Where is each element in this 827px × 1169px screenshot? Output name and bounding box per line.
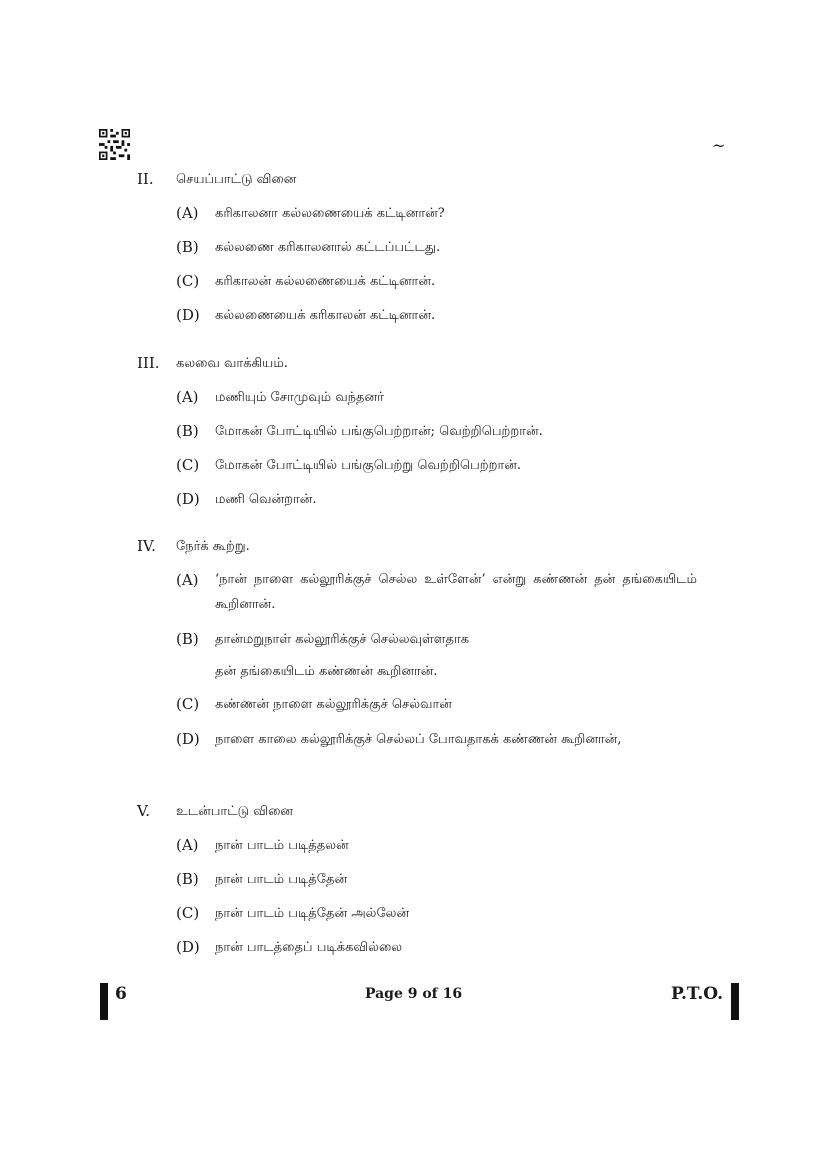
- option-label: (C): [176, 456, 200, 474]
- page-number: Page 9 of 16: [364, 986, 463, 1002]
- option-text: மோகன் போட்டியில் பங்குபெற்று வெற்றிபெற்றான்.: [215, 458, 521, 473]
- option-text: நாளை காலை கல்லூரிக்குச் செல்லப் போவதாகக் கண்ணன் கூறினான்,: [215, 732, 622, 747]
- option-text: கரிகாலனா கல்லணையைக் கட்டினான்?: [215, 206, 445, 221]
- option-text: நான் பாடம் படித்தேன் அல்லேன்: [215, 906, 410, 921]
- option-label: (D): [176, 938, 200, 956]
- option-text: கரிகாலன் கல்லணையைக் கட்டினான்.: [215, 274, 436, 289]
- option-label: (C): [176, 695, 200, 713]
- option-text: நான் பாடம் படித்தலன்: [215, 838, 349, 853]
- option-text: மணியும் சோமுவும் வந்தனர்: [215, 390, 384, 405]
- section-title: நேர்க் கூற்று.: [176, 539, 250, 554]
- option-label: (D): [176, 490, 200, 508]
- section-title: கலவை வாக்கியம்.: [176, 356, 288, 371]
- qr-code-icon: [98, 129, 131, 160]
- option-label: (B): [176, 422, 199, 440]
- section-number: III.: [137, 354, 160, 372]
- pto-label: P.T.O.: [671, 984, 723, 1004]
- option-label: (B): [176, 870, 199, 888]
- option-text: நான் பாடத்தைப் படிக்கவில்லை: [215, 940, 403, 955]
- option-text: கல்லணை கரிகாலனால் கட்டப்பட்டது.: [215, 240, 441, 255]
- option-text: மணி வென்றான்.: [215, 492, 317, 507]
- option-text: கல்லணையைக் கரிகாலன் கட்டினான்.: [215, 308, 436, 323]
- option-text: மோகன் போட்டியில் பங்குபெற்றான்; வெற்றிபெற்றான்.: [215, 424, 543, 439]
- option-label: (B): [176, 238, 199, 256]
- option-label: (D): [176, 306, 200, 324]
- option-text: நான் பாடம் படித்தேன்: [215, 872, 348, 887]
- option-text: ‘நான் நாளை கல்லூரிக்குச் செல்ல உள்ளேன்’ என்று கண்ணன் தன் தங்கையிடம் கூறினான்.: [215, 572, 697, 612]
- option-text: கண்ணன் நாளை கல்லூரிக்குச் செல்வான்: [215, 697, 452, 712]
- option-label: (C): [176, 904, 200, 922]
- footer-code: 6: [115, 984, 127, 1004]
- footer-right-bar: [731, 983, 739, 1020]
- header-mark: ~: [712, 136, 726, 155]
- option-label: (C): [176, 272, 200, 290]
- section-number: II.: [137, 170, 154, 188]
- option-text-continuation: தன் தங்கையிடம் கண்ணன் கூறினான்.: [215, 664, 438, 679]
- section-title: உடன்பாட்டு வினை: [176, 804, 293, 819]
- option-label: (A): [176, 571, 199, 589]
- option-label: (A): [176, 836, 199, 854]
- section-number: IV.: [137, 537, 156, 555]
- option-label: (D): [176, 730, 200, 748]
- option-label: (A): [176, 388, 199, 406]
- option-text: தான்மறுநாள் கல்லூரிக்குச் செல்லவுள்ளதாக: [215, 632, 470, 647]
- section-title: செயப்பாட்டு வினை: [176, 172, 297, 187]
- option-label: (B): [176, 630, 199, 648]
- option-label: (A): [176, 204, 199, 222]
- section-number: V.: [137, 802, 150, 820]
